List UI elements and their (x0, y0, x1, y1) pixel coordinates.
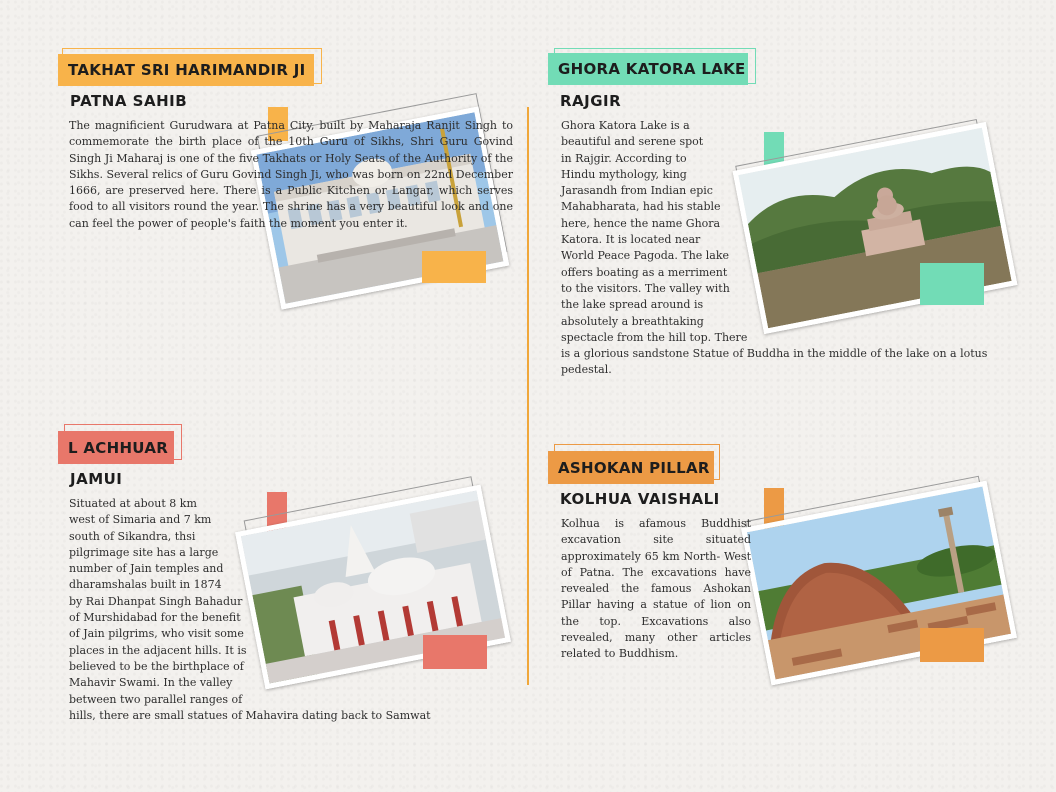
lachhuar-body-line: hills, there are small statues of Mahavira dating back to Samwat (69, 708, 431, 722)
ghora-body-line: beautiful and serene spot (561, 135, 704, 149)
ashokan-title-block (548, 444, 724, 486)
ghora-body-line: is a glorious sandstone Statue of Buddha in the middle of the lake on a lotus (561, 347, 988, 361)
ashokan-title: ASHOKAN PILLAR (548, 451, 714, 484)
ghora-body-line: the lake spread around is (561, 298, 704, 312)
ghora-title-block (548, 48, 758, 88)
ghora-body-line: here, hence the name Ghora (561, 216, 721, 230)
lachhuar-body-line: Mahavir Swami. In the valley (69, 676, 233, 690)
ghora-body-line: Katora. It is located near (561, 233, 701, 247)
ghora-body-line: Hindu mythology, king (561, 167, 687, 181)
ghora-body-line: in Rajgir. According to (561, 151, 687, 165)
ghora-body-line: pedestal. (561, 363, 612, 377)
ghora-body (561, 118, 1001, 379)
lachhuar-body-line: Situated at about 8 km (69, 497, 197, 510)
harimandir-accent-bottom (422, 251, 486, 283)
ashokan-subtitle: KOLHUA VAISHALI (560, 490, 720, 508)
ghora-body-line: Jarasandh from Indian epic (561, 184, 713, 198)
ashokan-photo-group (744, 475, 1008, 680)
lachhuar-body-line: believed to be the birthplace of (69, 659, 244, 673)
harimandir-subtitle: PATNA SAHIB (70, 92, 188, 110)
lachhuar-body-line: between two parallel ranges of (69, 692, 243, 706)
ghora-body-line: offers boating as a merriment (561, 265, 728, 279)
lachhuar-body-line: places in the adjacent hills. It is (69, 643, 247, 657)
lachhuar-body-line: of Murshidabad for the benefit (69, 611, 241, 625)
ashokan-body: Kolhua is afamous Buddhist excavation site situated approximately 65 km North- West of Patna. The excavations have revealed the famous Ashokan Pillar having a statue of lion on the top. Excavations also revealed, many other articles related to Buddhism. (561, 517, 751, 661)
lachhuar-body-line: by Rai Dhanpat Singh Bahadur (69, 594, 243, 608)
ghora-body-line: absolutely a breathtaking (561, 314, 704, 328)
ghora-title: GHORA KATORA LAKE (548, 53, 748, 85)
lachhuar-body-line: pilgrimage site has a large (69, 545, 219, 559)
lachhuar-body-line: west of Simaria and 7 km (69, 513, 212, 527)
ashokan-accent-bottom (920, 628, 984, 662)
harimandir-body: The magnificient Gurudwara at Patna City, built by Maharaja Ranjit Singh to commemorate the birth place of the 10th Guru of Sikhs, Shri Guru Govind Singh Ji Maharaj is one of the five Takhats or Holy Seats of the Authority of the Sikhs. Several relics of Guru Govind Singh Ji, who was born on 22nd December 1666, are preserved here. There is a Public Kitchen or Langar, which serves food to all visitors round the year. The shrine has a very beautiful look and one can feel the power of people's faith the moment you enter it. (69, 119, 513, 230)
ghora-body-line: to the visitors. The valley with (561, 281, 730, 295)
ghora-body-line: spectacle from the hill top. There (561, 330, 748, 344)
ghora-body-line: Mahabharata, had his stable (561, 200, 721, 214)
center-divider (527, 107, 529, 685)
ghora-subtitle: RAJGIR (560, 92, 622, 110)
lachhuar-body-line: dharamshalas built in 1874 (69, 578, 222, 592)
lachhuar-title-block (58, 424, 184, 466)
lachhuar-body (69, 496, 489, 724)
harimandir-title: TAKHAT SRI HARIMANDIR JI (58, 54, 314, 86)
ghora-body-line: Ghora Katora Lake is a (561, 119, 690, 132)
lachhuar-body-line: south of Sikandra, thsi (69, 529, 196, 543)
lachhuar-body-line: of Jain pilgrims, who visit some (69, 627, 244, 641)
harimandir-title-block (58, 48, 324, 88)
lachhuar-subtitle: JAMUI (70, 470, 123, 488)
lachhuar-body-line: number of Jain temples and (69, 562, 224, 576)
ghora-body-line: World Peace Pagoda. The lake (561, 249, 730, 263)
lachhuar-title: L ACHHUAR (58, 431, 174, 464)
